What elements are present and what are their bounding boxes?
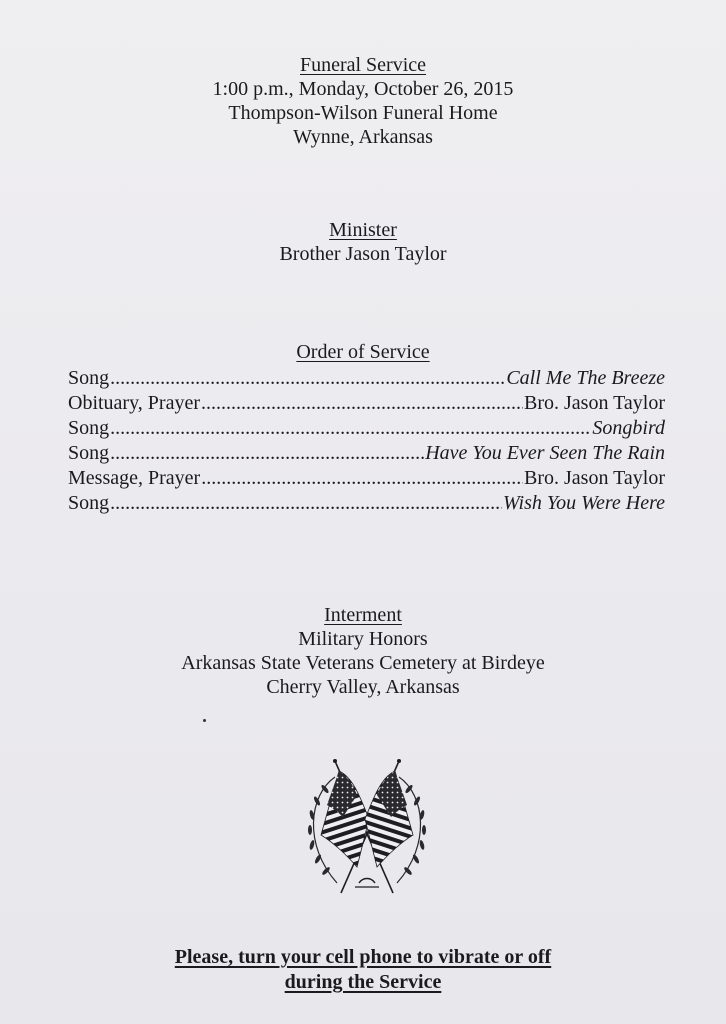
order-item bbox=[68, 366, 665, 391]
cemetery-name: Arkansas State Veterans Cemetery at Birdeye bbox=[181, 652, 545, 674]
service-time: 1:00 p.m., Monday, October 26, 2015 bbox=[212, 78, 514, 100]
order-item-label: Song bbox=[68, 367, 110, 389]
order-item-value: Bro. Jason Taylor bbox=[524, 392, 665, 414]
order-item-value: Have You Ever Seen The Rain bbox=[425, 442, 665, 464]
order-of-service-list bbox=[68, 366, 665, 516]
service-location: Wynne, Arkansas bbox=[293, 126, 433, 148]
service-venue: Thompson-Wilson Funeral Home bbox=[228, 102, 498, 124]
dot-leader bbox=[110, 366, 505, 391]
funeral-service-heading: Funeral Service bbox=[299, 54, 427, 76]
funeral-service-section bbox=[0, 53, 726, 149]
order-item-value: Call Me The Breeze bbox=[506, 367, 665, 389]
military-honors: Military Honors bbox=[298, 628, 428, 650]
order-of-service-heading: Order of Service bbox=[296, 341, 430, 363]
order-item-value: Wish You Were Here bbox=[502, 492, 665, 514]
dot-leader bbox=[201, 391, 523, 416]
minister-name: Brother Jason Taylor bbox=[279, 243, 447, 265]
order-item-label: Song bbox=[68, 492, 110, 514]
order-of-service-heading-block bbox=[0, 340, 726, 364]
order-item-label: Song bbox=[68, 417, 110, 439]
minister-section bbox=[0, 218, 726, 266]
order-item bbox=[68, 441, 665, 466]
crossed-american-flags-wreath-icon bbox=[295, 755, 439, 901]
dot-leader bbox=[110, 491, 502, 516]
order-item-value: Songbird bbox=[592, 417, 665, 439]
order-item bbox=[68, 491, 665, 516]
order-item-label: Message, Prayer bbox=[68, 467, 201, 489]
cemetery-location: Cherry Valley, Arkansas bbox=[266, 676, 460, 698]
order-item bbox=[68, 391, 665, 416]
paper-speck bbox=[203, 719, 206, 722]
interment-section bbox=[0, 603, 726, 699]
minister-heading: Minister bbox=[329, 219, 397, 241]
cell-phone-notice bbox=[0, 945, 726, 995]
order-item bbox=[68, 416, 665, 441]
order-item-label: Song bbox=[68, 442, 110, 464]
order-item bbox=[68, 466, 665, 491]
dot-leader bbox=[110, 441, 424, 466]
notice-line-2: during the Service bbox=[284, 971, 442, 993]
dot-leader bbox=[201, 466, 523, 491]
order-item-label: Obituary, Prayer bbox=[68, 392, 200, 414]
dot-leader bbox=[110, 416, 591, 441]
interment-heading: Interment bbox=[324, 604, 402, 626]
notice-line-1: Please, turn your cell phone to vibrate or off bbox=[174, 946, 552, 968]
order-item-value: Bro. Jason Taylor bbox=[524, 467, 665, 489]
